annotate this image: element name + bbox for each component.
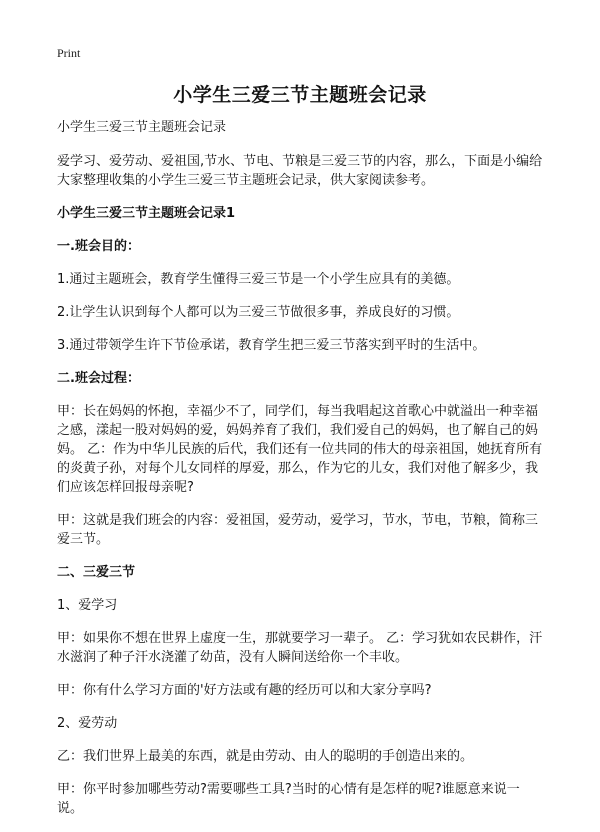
document-body: [57, 118, 545, 832]
print-label: Print: [57, 46, 81, 60]
love-labor-heading: 2、爱劳动: [57, 716, 118, 731]
section2-heading: 二、三爱三节: [57, 565, 136, 580]
process-heading: 二.班会过程：: [57, 371, 140, 386]
subtitle: 小学生三爱三节主题班会记录: [57, 120, 227, 135]
record-heading: 小学生三爱三节主题班会记录1: [57, 206, 236, 221]
love-labor-paragraph: 甲：你平时参加哪些劳动?需要哪些工具?当时的心情有是怎样的呢?谁愿意来说一说。: [57, 782, 520, 816]
purpose-item: 3.通过带领学生许下节俭承诺，教育学生把三爱三节落实到平时的生活中。: [57, 338, 486, 353]
purpose-heading: 一.班会目的：: [57, 239, 140, 254]
love-labor-paragraph: 乙：我们世界上最美的东西，就是由劳动、由人的聪明的手创造出来的。: [57, 749, 474, 764]
process-paragraph: 甲：长在妈妈的怀抱，幸福少不了，同学们，每当我唱起这首歌心中就溢出一种幸福之感，漾起一股对妈妈的爱，妈妈养育了我们，我们爱自己的妈妈，也了解自己的妈妈。 乙：作为中华儿民族的后代，我们还有一位共同的伟大的母亲祖国，她抚育所有的炎黄子孙，对每个儿女同样的厚爱，那么，作为它的儿女，我们对他了解多少，我们应该怎样回报母亲呢?: [57, 404, 543, 495]
love-study-paragraph: 甲：你有什么学习方面的'好方法或有趣的经历可以和大家分享吗?: [57, 683, 432, 698]
love-study-paragraph: 甲：如果你不想在世界上虚度一生，那就要学习一辈子。 乙：学习犹如农民耕作，汗水滋润了种子汗水浇灌了幼苗，没有人瞬间送给你一个丰收。: [57, 631, 543, 665]
love-study-heading: 1、爱学习: [57, 598, 118, 613]
purpose-item: 2.让学生认识到每个人都可以为三爱三节做很多事，养成良好的习惯。: [57, 305, 460, 320]
process-paragraph: 甲：这就是我们班会的内容：爱祖国，爱劳动，爱学习，节水，节电，节粮，简称三爱三节。: [57, 513, 539, 547]
intro-paragraph: 爱学习、爱劳动、爱祖国,节水、节电、节粮是三爱三节的内容，那么，下面是小编给大家整理收集的小学生三爱三节主题班会记录，供大家阅读参考。: [57, 154, 543, 188]
purpose-item: 1.通过主题班会，教育学生懂得三爱三节是一个小学生应具有的美德。: [57, 272, 460, 287]
page-title: 小学生三爱三节主题班会记录: [173, 84, 427, 106]
